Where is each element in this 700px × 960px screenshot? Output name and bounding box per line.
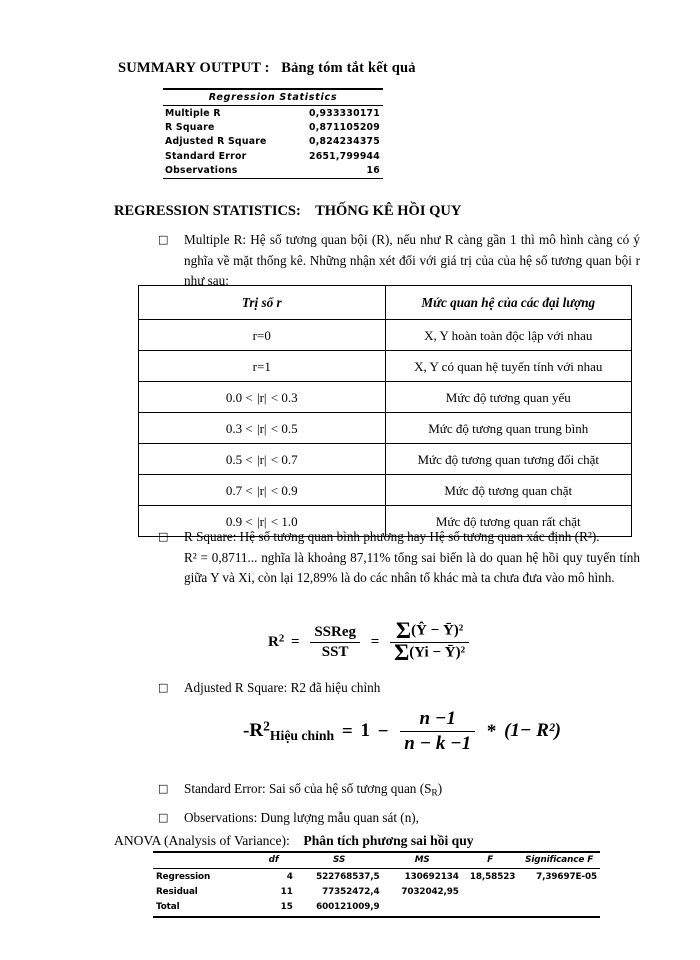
formula-r2-lhs bbox=[268, 634, 288, 650]
square-bullet-icon: □ bbox=[158, 233, 169, 246]
summary-value-standard-error: 2651,799944 bbox=[309, 150, 380, 162]
corr-range-4-post: < 0.7 bbox=[270, 451, 298, 467]
section-heading-english: REGRESSION STATISTICS: bbox=[114, 203, 301, 219]
formula-r2-denominator-2 bbox=[390, 639, 469, 666]
bullet-standard-error-main: Standard Error: Sai số của hệ số tương quan (S bbox=[184, 781, 432, 796]
corr-desc-6: Mức độ tương quan rất chặt bbox=[385, 506, 632, 537]
formula-adj-lhs-subscript: Hiệu chỉnh bbox=[269, 727, 335, 743]
table-row bbox=[163, 135, 383, 149]
anova-total-ss: 600121009,9 bbox=[296, 900, 383, 917]
summary-value-multiple-r: 0,933330171 bbox=[309, 107, 380, 119]
corr-desc-2: Mức độ tương quan yếu bbox=[385, 382, 632, 413]
summary-output-heading-english: SUMMARY OUTPUT : bbox=[118, 60, 270, 76]
formula-adj-lhs-symbol: -R bbox=[243, 719, 264, 741]
formula-adj-one: 1 bbox=[360, 719, 370, 741]
corr-range-3 bbox=[139, 413, 386, 444]
corr-range-2 bbox=[139, 382, 386, 413]
corr-range-1-pre: r=1 bbox=[252, 358, 271, 374]
bullet-standard-error-subscript: R bbox=[431, 788, 438, 799]
anova-total-ms bbox=[383, 900, 462, 917]
bullet-row bbox=[158, 527, 640, 589]
table-row bbox=[153, 885, 600, 900]
table-row bbox=[139, 382, 632, 413]
summary-label-r-square: R Square bbox=[165, 122, 215, 134]
bullet-row bbox=[158, 808, 640, 829]
table-row bbox=[153, 869, 600, 885]
table-row bbox=[163, 89, 383, 106]
sigma-icon: Σ bbox=[395, 618, 412, 644]
corr-range-5-post: < 0.9 bbox=[270, 482, 298, 498]
anova-residual-significance-f bbox=[518, 885, 600, 900]
abs-r-symbol: |r| bbox=[256, 420, 267, 436]
summary-label-adjusted-r-square: Adjusted R Square bbox=[165, 136, 267, 148]
bullet-adjusted-r-square-text: Adjusted R Square: R2 đã hiệu chỉnh bbox=[184, 680, 381, 695]
summary-label-standard-error: Standard Error bbox=[165, 150, 247, 162]
corr-desc-5: Mức độ tương quan chặt bbox=[385, 475, 632, 506]
bullet-row bbox=[158, 779, 640, 804]
summary-value-r-square: 0,871105209 bbox=[309, 122, 380, 134]
formula-adj-lhs-exponent: 2 bbox=[263, 718, 270, 734]
anova-header-ms: MS bbox=[383, 852, 462, 869]
formula-r2-fraction-1 bbox=[310, 624, 360, 661]
formula-r-squared bbox=[268, 618, 473, 666]
regression-statistics-table bbox=[163, 88, 383, 179]
corr-range-6-post: < 1.0 bbox=[270, 513, 298, 529]
bullet-standard-error bbox=[158, 779, 640, 804]
anova-total-f bbox=[462, 900, 518, 917]
bullet-standard-error-text bbox=[184, 779, 640, 804]
square-bullet-icon: □ bbox=[158, 811, 169, 824]
summary-label-observations: Observations bbox=[163, 163, 291, 179]
anova-residual-ss: 77352472,4 bbox=[322, 886, 380, 897]
abs-r-symbol: |r| bbox=[256, 482, 267, 498]
table-row bbox=[163, 163, 383, 179]
table-row bbox=[139, 444, 632, 475]
bullet-r-square-line1: R Square: Hệ số tương quan bình phương hay Hệ số tương quan xác định (R²). bbox=[184, 529, 600, 544]
table-row bbox=[163, 149, 383, 163]
formula-adj-tail: (1− R²) bbox=[504, 719, 561, 741]
formula-r2-denominator-1: SST bbox=[321, 643, 349, 660]
bullet-adjusted-r-square bbox=[158, 678, 640, 699]
formula-r2-equals-1: = bbox=[291, 633, 300, 650]
anova-regression-ms: 130692134 bbox=[404, 871, 459, 882]
anova-residual-f bbox=[462, 885, 518, 900]
anova-row-label-total: Total bbox=[153, 900, 252, 917]
table-row bbox=[139, 413, 632, 444]
summary-output-heading-vietnamese: Bảng tóm tắt kết quả bbox=[281, 60, 416, 76]
corr-desc-1: X, Y có quan hệ tuyến tính với nhau bbox=[385, 351, 632, 382]
corr-range-2-post: < 0.3 bbox=[270, 389, 298, 405]
section-heading-vietnamese: THỐNG KÊ HỒI QUY bbox=[315, 203, 462, 219]
corr-range-4-pre: 0.5 < bbox=[225, 451, 253, 467]
formula-adj-minus: − bbox=[377, 720, 389, 742]
table-row bbox=[139, 351, 632, 382]
table-header-row bbox=[139, 286, 632, 320]
anova-total-df: 15 bbox=[252, 900, 296, 917]
corr-range-6-pre: 0.9 < bbox=[225, 513, 253, 529]
table-header-row bbox=[153, 852, 600, 869]
anova-header-df: df bbox=[252, 852, 296, 869]
table-row bbox=[139, 320, 632, 351]
formula-r2-equals-2: = bbox=[370, 633, 380, 650]
formula-r2-lhs-exponent: 2 bbox=[278, 632, 285, 644]
corr-range-2-pre: 0.0 < bbox=[225, 389, 253, 405]
anova-heading-vietnamese: Phân tích phương sai hồi quy bbox=[303, 833, 474, 848]
bullet-observations bbox=[158, 808, 640, 829]
square-bullet-icon: □ bbox=[158, 681, 169, 694]
bullet-r-square bbox=[158, 527, 640, 589]
bullet-observations-text: Observations: Dung lượng mẫu quan sát (n), bbox=[184, 810, 419, 825]
anova-header-f: F bbox=[462, 852, 518, 869]
anova-row-label-regression: Regression bbox=[156, 871, 211, 882]
summary-value-observations: 16 bbox=[291, 163, 383, 179]
corr-range-5-pre: 0.7 < bbox=[225, 482, 253, 498]
table-row bbox=[153, 900, 600, 917]
summary-output-heading bbox=[118, 60, 416, 77]
anova-header-blank bbox=[153, 852, 252, 869]
summary-label-multiple-r: Multiple R bbox=[165, 107, 221, 119]
corr-range-0 bbox=[139, 320, 386, 351]
anova-residual-df: 11 bbox=[280, 886, 293, 897]
formula-r2-lhs-symbol: R bbox=[268, 633, 279, 650]
table-row bbox=[163, 106, 383, 121]
anova-regression-df: 4 bbox=[286, 871, 293, 882]
bullet-row bbox=[158, 230, 640, 292]
corr-range-0-pre: r=0 bbox=[252, 327, 271, 343]
bullet-standard-error-close: ) bbox=[437, 781, 443, 796]
anova-header-significance-f: Significance F bbox=[518, 852, 600, 869]
anova-heading bbox=[114, 833, 474, 849]
corr-range-4 bbox=[139, 444, 386, 475]
anova-regression-significance-f: 7,39697E-05 bbox=[536, 871, 597, 882]
formula-r2-numerator-1: SSReg bbox=[310, 624, 360, 643]
corr-range-1 bbox=[139, 351, 386, 382]
regression-statistics-section-heading bbox=[114, 203, 461, 220]
bullet-multiple-r bbox=[158, 230, 640, 292]
formula-adj-equals: = bbox=[341, 720, 353, 742]
corr-desc-3: Mức độ tương quan trung bình bbox=[385, 413, 632, 444]
abs-r-symbol: |r| bbox=[256, 451, 267, 467]
formula-r2-numerator-2-expr: (Ŷ − Ȳ)² bbox=[411, 622, 464, 639]
formula-adj-fraction bbox=[400, 708, 475, 755]
anova-row-label-residual: Residual bbox=[156, 886, 198, 897]
corr-desc-0: X, Y hoàn toàn độc lập với nhau bbox=[385, 320, 632, 351]
abs-r-symbol: |r| bbox=[256, 389, 267, 405]
bullet-r-square-line2: R² = 0,8711... nghĩa là khoảng 87,11% tổng sai biến là do quan hệ hồi quy tuyến tính giữa Y và Xi, còn lại 12,89% là do các nhân tố khác mà ta chưa đưa vào mô hình. bbox=[184, 549, 640, 585]
anova-regression-ss: 522768537,5 bbox=[316, 871, 380, 882]
anova-total-significance-f bbox=[518, 900, 600, 917]
summary-value-adjusted-r-square: 0,824234375 bbox=[309, 136, 380, 148]
square-bullet-icon: □ bbox=[158, 530, 169, 543]
formula-r2-fraction-2 bbox=[390, 618, 469, 666]
formula-adjusted-r-squared bbox=[243, 708, 561, 755]
bullet-multiple-r-text: Multiple R: Hệ số tương quan bội (R), nếu như R càng gần 1 thì mô hình càng có ý nghĩa về mặt thống kê. Những nhận xét đối với giá trị của của hệ số tương quan bội r như sau: bbox=[184, 232, 640, 288]
formula-adj-numerator: n −1 bbox=[400, 708, 475, 732]
corr-range-3-pre: 0.3 < bbox=[225, 420, 253, 436]
anova-table bbox=[153, 851, 600, 918]
formula-adj-lhs bbox=[243, 720, 334, 741]
anova-residual-ms: 7032042,95 bbox=[401, 886, 459, 897]
table-row bbox=[163, 121, 383, 135]
formula-r2-denominator-2-expr: (Yi − Ȳ)² bbox=[409, 644, 466, 661]
anova-header-ss: SS bbox=[296, 852, 383, 869]
corr-desc-4: Mức độ tương quan tương đối chặt bbox=[385, 444, 632, 475]
square-bullet-icon: □ bbox=[158, 782, 169, 795]
regression-statistics-title: Regression Statistics bbox=[163, 89, 383, 106]
bullet-row bbox=[158, 678, 640, 699]
correlation-interpretation-table bbox=[138, 285, 632, 537]
formula-adj-denominator: n − k −1 bbox=[404, 733, 472, 754]
corr-range-5 bbox=[139, 475, 386, 506]
formula-adj-multiply: * bbox=[486, 720, 497, 742]
abs-r-symbol: |r| bbox=[256, 513, 267, 529]
anova-heading-english: ANOVA (Analysis of Variance): bbox=[114, 833, 290, 848]
anova-regression-f: 18,58523 bbox=[469, 871, 516, 882]
corr-range-3-post: < 0.5 bbox=[270, 420, 298, 436]
table-row bbox=[139, 475, 632, 506]
corr-header-r-value: Trị số r bbox=[139, 286, 386, 320]
corr-header-relationship: Mức quan hệ của các đại lượng bbox=[385, 286, 632, 320]
sigma-icon: Σ bbox=[394, 639, 410, 666]
